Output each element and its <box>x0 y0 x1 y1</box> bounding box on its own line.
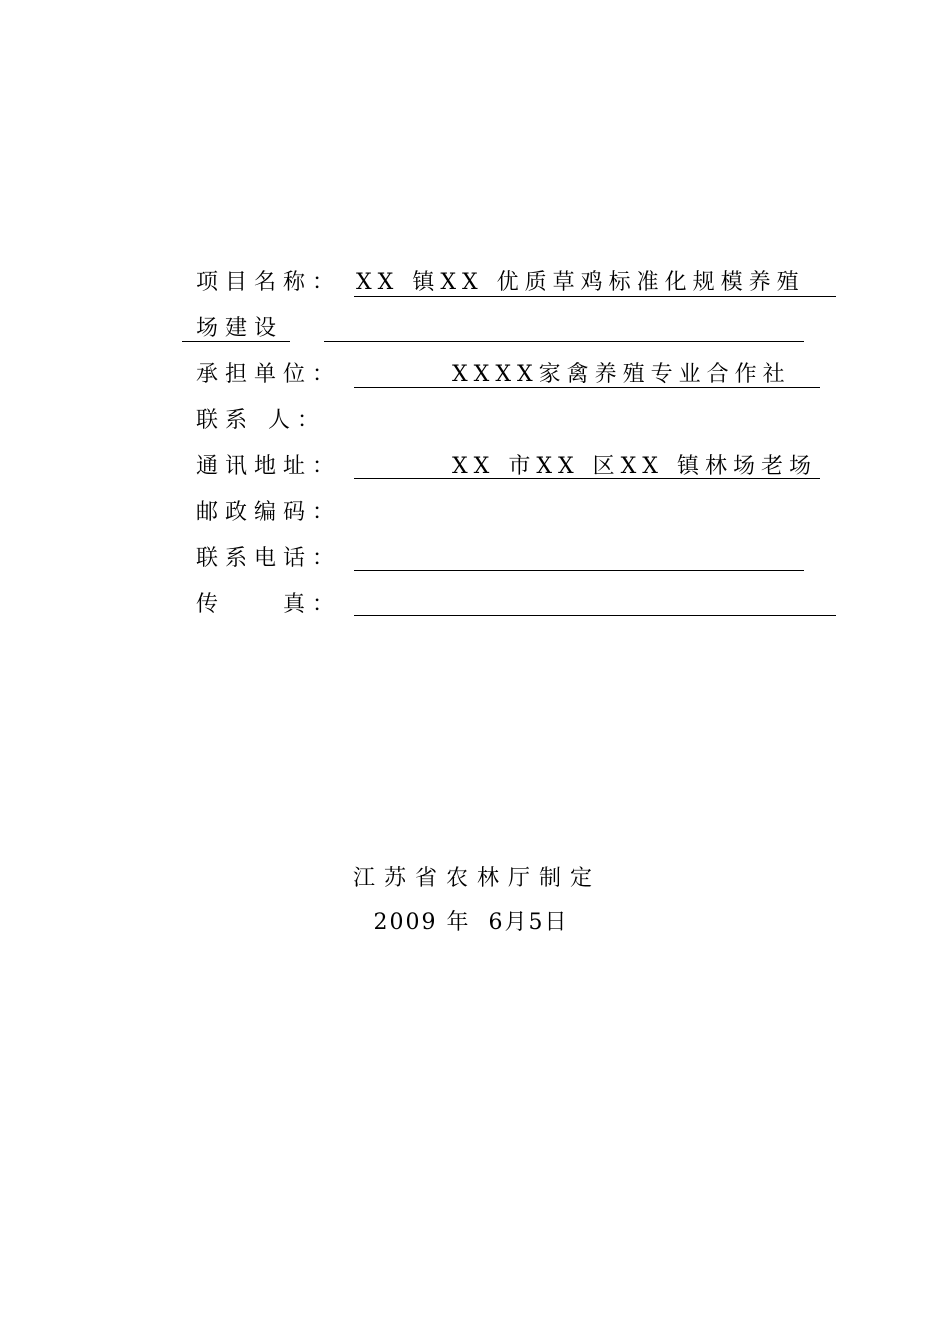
project-name-value-cont: 场建设 <box>196 316 284 341</box>
address-value: XX 市XX 区XX 镇林场老场 <box>452 454 817 479</box>
project-name-label: 项目名称： <box>196 270 342 295</box>
postcode-label: 邮政编码： <box>196 500 342 525</box>
contact-label: 联系 人： <box>196 408 326 433</box>
project-name-underline-1 <box>354 296 836 297</box>
project-name-value: XX 镇XX 优质草鸡标准化规模养殖 <box>356 270 805 295</box>
fax-underline <box>354 615 836 616</box>
issuer-text: 江苏省农林厅制定 <box>352 866 601 891</box>
address-label: 通讯地址： <box>196 454 342 479</box>
address-underline <box>354 478 820 479</box>
project-name-underline-2b <box>324 341 804 342</box>
unit-value: XXXX家禽养殖专业合作社 <box>452 362 791 387</box>
issue-date: 2009 年 6月5日 <box>373 910 569 935</box>
unit-label: 承担单位： <box>196 362 342 387</box>
unit-underline <box>354 387 820 388</box>
phone-label: 联系电话： <box>196 546 342 571</box>
project-name-underline-2a <box>182 341 290 342</box>
phone-underline <box>354 570 804 571</box>
fax-label: 传 真： <box>196 592 342 617</box>
